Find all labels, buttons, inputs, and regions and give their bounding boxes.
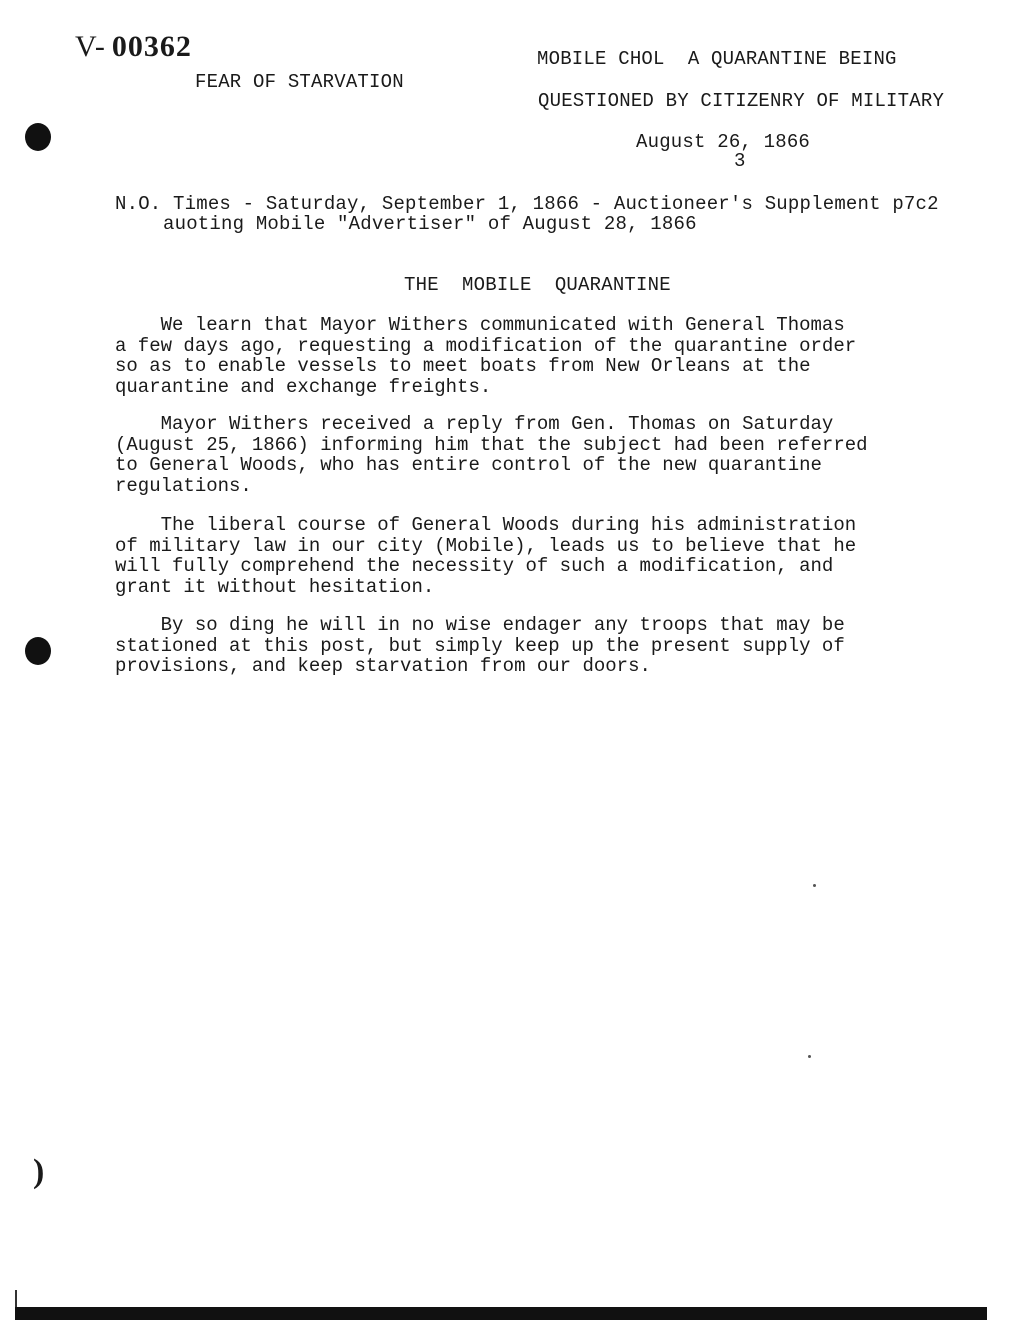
paragraph-1 [115, 315, 935, 397]
article-title: THE MOBILE QUARANTINE [404, 274, 671, 296]
paragraph-line: grant it without hesitation. [115, 575, 435, 598]
punch-hole-top [25, 123, 51, 151]
scan-speck [808, 1055, 811, 1058]
scan-edge-bottom [15, 1307, 987, 1320]
punch-hole-middle [25, 637, 51, 665]
paragraph-line: Mayor Withers received a reply from Gen. Thomas on Saturday [115, 413, 834, 435]
citation-line-2: auoting Mobile "Advertiser" of August 28, 1866 [163, 213, 697, 235]
paragraph-line: (August 25, 1866) informing him that the subject had been referred [115, 433, 868, 456]
paragraph-line: to General Woods, who has entire control of the new quarantine [115, 454, 822, 476]
scan-speck [813, 884, 816, 887]
paragraph-line: The liberal course of General Woods during his administration [115, 514, 857, 536]
catalog-number [75, 30, 192, 64]
paragraph-line: so as to enable vessels to meet boats from New Orleans at the [115, 355, 811, 377]
paragraph-line: By so ding he will in no wise endager any troops that may be [115, 614, 845, 636]
paragraph-line: will fully comprehend the necessity of such a modification, and [115, 555, 834, 577]
document-date: August 26, 1866 [636, 131, 811, 153]
subject-right-line1: MOBILE CHOL A QUARANTINE BEING [537, 48, 897, 70]
citation-line-1: N.O. Times - Saturday, September 1, 1866 - Auctioneer's Supplement p7c2 [115, 193, 939, 215]
paragraph-line: quarantine and exchange freights. [115, 375, 492, 398]
paragraph-line: We learn that Mayor Withers communicated with General Thomas [115, 314, 845, 336]
paragraph-line: a few days ago, requesting a modification of the quarantine order [115, 334, 857, 357]
paragraph-2 [115, 414, 935, 496]
subject-right-line2: QUESTIONED BY CITIZENRY OF MILITARY [538, 90, 945, 112]
catalog-number-value: 00362 [111, 30, 192, 63]
punch-hole-bottom-partial: ) [33, 1153, 45, 1190]
paragraph-line: stationed at this post, but simply keep up the present supply of [115, 634, 845, 657]
subject-left: FEAR OF STARVATION [195, 71, 404, 93]
paragraph-line: of military law in our city (Mobile), leads us to believe that he [115, 534, 857, 557]
paragraph-line: provisions, and keep starvation from our doors. [115, 655, 651, 677]
paragraph-4 [115, 615, 935, 677]
paragraph-line: regulations. [115, 474, 252, 497]
date-correction: 3 [734, 150, 746, 172]
paragraph-3 [115, 515, 935, 597]
catalog-prefix: V- [75, 30, 106, 63]
